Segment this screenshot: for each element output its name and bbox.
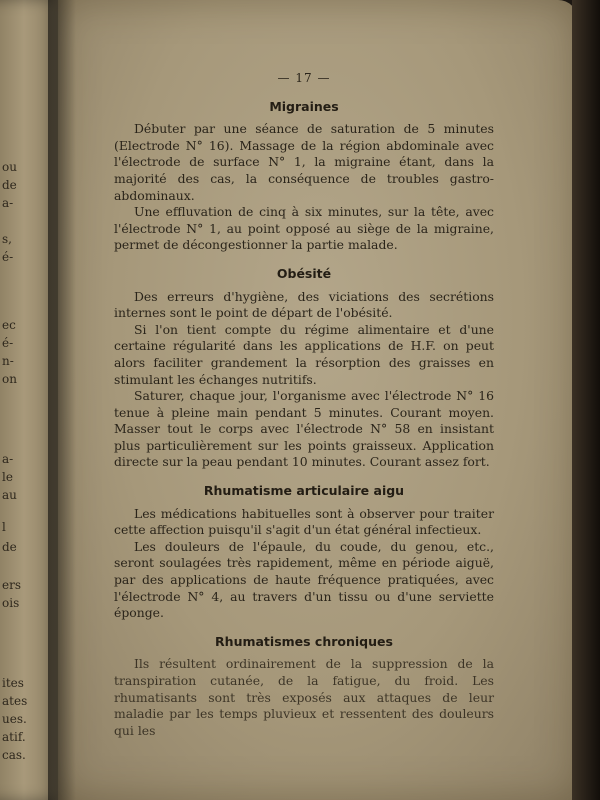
book-page <box>58 0 578 800</box>
paragraph: Débuter par une séance de saturation de 5 minutes (Electrode N° 16). Massage de la région abdominale avec l'électrode de surface N° 1, la migraine étant, dans la majorité des cas, la conséquence de troubles gastro-abdominaux. <box>114 121 494 203</box>
left-page-fragment: n- <box>2 354 14 368</box>
left-page-fragment: cas. <box>2 748 26 762</box>
left-page-fragment: a- <box>2 452 14 466</box>
left-page-fragment: s, <box>2 232 12 246</box>
paragraph: Saturer, chaque jour, l'organisme avec l'électrode N° 16 tenue à pleine main pendant 5 minutes. Courant moyen. Masser tout le corps avec l'électrode N° 58 en insistant plus particulièrement sur les points graisseux. Application directe sur la peau pendant 10 minutes. Courant assez fort. <box>114 388 494 470</box>
left-page-fragment: ues. <box>2 712 27 726</box>
left-page-fragment: atif. <box>2 730 26 744</box>
paragraph: Les médications habituelles sont à observer pour traiter cette affection puisqu'il s'agit d'un état général infectieux. <box>114 505 494 538</box>
left-page-fragment: ec <box>2 318 16 332</box>
section-title: Migraines <box>269 98 339 114</box>
left-page-fragment: ou <box>2 160 17 174</box>
left-page-fragment: de <box>2 178 17 192</box>
left-page-fragment: l <box>2 520 6 534</box>
page-number: — 17 — <box>277 71 331 85</box>
section-rhumatisme-articulaire-aigu <box>114 483 494 622</box>
left-page-fragment: ates <box>2 694 28 708</box>
left-page-fragment: a- <box>2 196 14 210</box>
paragraph: Une effluvation de cinq à six minutes, sur la tête, avec l'électrode N° 1, au point opposé au siège de la migraine, permet de décongestionner la partie malade. <box>114 204 494 253</box>
paragraph: Les douleurs de l'épaule, du coude, du genou, etc., seront soulagées très rapidement, même en période aiguë, par des applications de haute fréquence pratiquées, avec l'électrode N° 4, au travers d'un tissu ou d'une serviette éponge. <box>114 538 494 621</box>
paragraph: Ils résultent ordinairement de la suppression de la transpiration cutanée, de la fatigue, du froid. Les rhumatisants sont très exposés aux attaques de leur maladie par les temps pluvieux et ressentent des douleurs qui les <box>114 656 494 738</box>
left-page-fragment: é- <box>2 250 14 264</box>
page-content <box>114 70 494 739</box>
page-right-edge <box>572 0 600 800</box>
left-page-fragment: é- <box>2 336 14 350</box>
left-page-fragment: au <box>2 488 17 502</box>
left-page-fragment: ites <box>2 676 24 690</box>
left-page-fragment: on <box>2 372 17 386</box>
section-obesite <box>114 266 494 471</box>
left-page-fragment: de <box>2 540 17 554</box>
paragraph: Des erreurs d'hygiène, des viciations des secrétions internes sont le point de départ de l'obésité. <box>114 288 494 321</box>
left-page-fragment: le <box>2 470 13 484</box>
left-page-fragment: ois <box>2 596 20 610</box>
section-title: Obésité <box>276 265 332 281</box>
section-rhumatismes-chroniques <box>114 634 494 740</box>
section-migraines <box>114 99 494 254</box>
paragraph: Si l'on tient compte du régime alimentaire et d'une certaine régularité dans les applications de H.F. on peut alors faciliter grandement la résorption des graisses en stimulant les échanges nutritifs. <box>114 321 494 387</box>
section-title: Rhumatisme articulaire aigu <box>203 483 405 499</box>
left-page-fragment: ers <box>2 578 21 592</box>
page-gutter-shadow <box>48 0 76 800</box>
section-title: Rhumatismes chroniques <box>215 633 393 649</box>
